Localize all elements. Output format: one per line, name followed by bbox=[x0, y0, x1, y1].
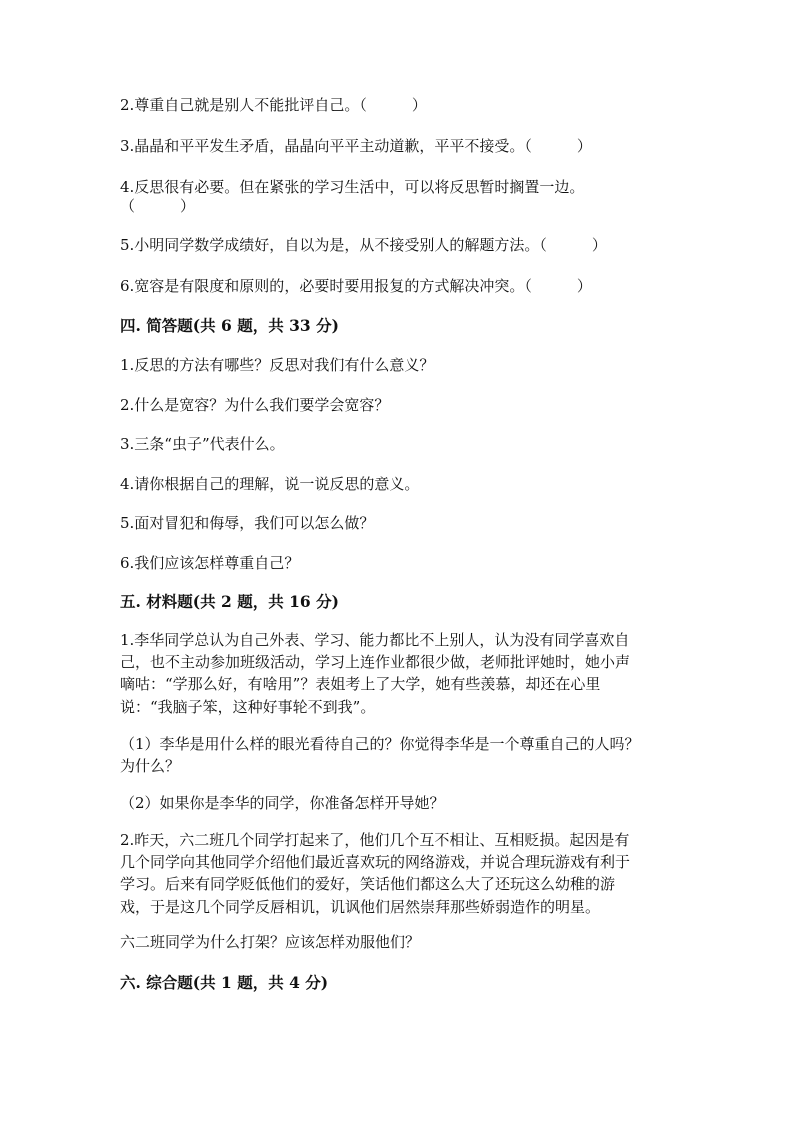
short-answer-4: 4.请你根据自己的理解，说一说反思的意义。 bbox=[120, 475, 420, 493]
tf-question-3: 3.晶晶和平平发生矛盾，晶晶向平平主动道歉，平平不接受。（ ） bbox=[120, 137, 592, 155]
tf-question-4-line1: 4.反思很有必要。但在紧张的学习生活中，可以将反思暂时搁置一边。 bbox=[120, 178, 585, 196]
material-1-line: 嘀咕：“学那么好，有啥用”？表姐考上了大学，她有些羡慕，却还在心里 bbox=[120, 675, 601, 694]
section-5-heading: 五. 材料题(共 2 题，共 16 分) bbox=[120, 592, 339, 611]
short-answer-3: 3.三条“虫子”代表什么。 bbox=[120, 435, 285, 453]
tf-question-2: 2.尊重自己就是别人不能批评自己。（ ） bbox=[120, 96, 427, 114]
material-1-subquestion-1 bbox=[120, 733, 680, 777]
section-4-heading: 四. 简答题(共 6 题，共 33 分) bbox=[120, 316, 339, 335]
short-answer-2: 2.什么是宽容？为什么我们要学会宽容？ bbox=[120, 396, 390, 414]
tf-question-5: 5.小明同学数学成绩好，自以为是，从不接受别人的解题方法。（ ） bbox=[120, 236, 607, 254]
short-answer-5: 5.面对冒犯和侮辱，我们可以怎么做？ bbox=[120, 514, 375, 532]
tf-question-4-line2: （ ） bbox=[120, 197, 196, 215]
subquestion-line: 为什么？ bbox=[120, 757, 181, 776]
tf-question-6: 6.宽容是有限度和原则的，必要时要用报复的方式解决冲突。（ ） bbox=[120, 277, 592, 295]
material-1-line: 1.李华同学总认为自己外表、学习、能力都比不上别人，认为没有同学喜欢自 bbox=[120, 631, 630, 649]
short-answer-6: 6.我们应该怎样尊重自己？ bbox=[120, 554, 300, 572]
section-6-heading: 六. 综合题(共 1 题，共 4 分) bbox=[120, 973, 329, 992]
material-2-line: 学习。后来有同学贬低他们的爱好，笑话他们都这么大了还玩这么幼稚的游 bbox=[120, 875, 616, 894]
material-1-subquestion-2: （2）如果你是李华的同学，你准备怎样开导她？ bbox=[120, 794, 445, 812]
material-2-line: 戏，于是这几个同学反唇相讥，讥讽他们居然崇拜那些娇弱造作的明星。 bbox=[120, 897, 601, 916]
material-1-passage bbox=[120, 629, 680, 718]
material-1-line: 己，也不主动参加班级活动，学习上连作业都很少做，老师批评她时，她小声 bbox=[120, 653, 631, 672]
material-2-line: 几个同学向其他同学介绍他们最近喜欢玩的网络游戏，并说合理玩游戏有利于 bbox=[120, 853, 631, 872]
material-2-line: 2.昨天，六二班几个同学打起来了，他们几个互不相让、互相贬损。起因是有 bbox=[120, 831, 630, 849]
subquestion-line: （1）李华是用什么样的眼光看待自己的？你觉得李华是一个尊重自己的人吗？ bbox=[120, 735, 640, 753]
material-2-passage bbox=[120, 829, 680, 918]
material-2-question: 六二班同学为什么打架？应该怎样劝服他们？ bbox=[120, 933, 421, 951]
short-answer-1: 1.反思的方法有哪些？反思对我们有什么意义？ bbox=[120, 356, 435, 374]
material-1-line: 说：“我脑子笨，这种好事轮不到我”。 bbox=[120, 697, 376, 716]
